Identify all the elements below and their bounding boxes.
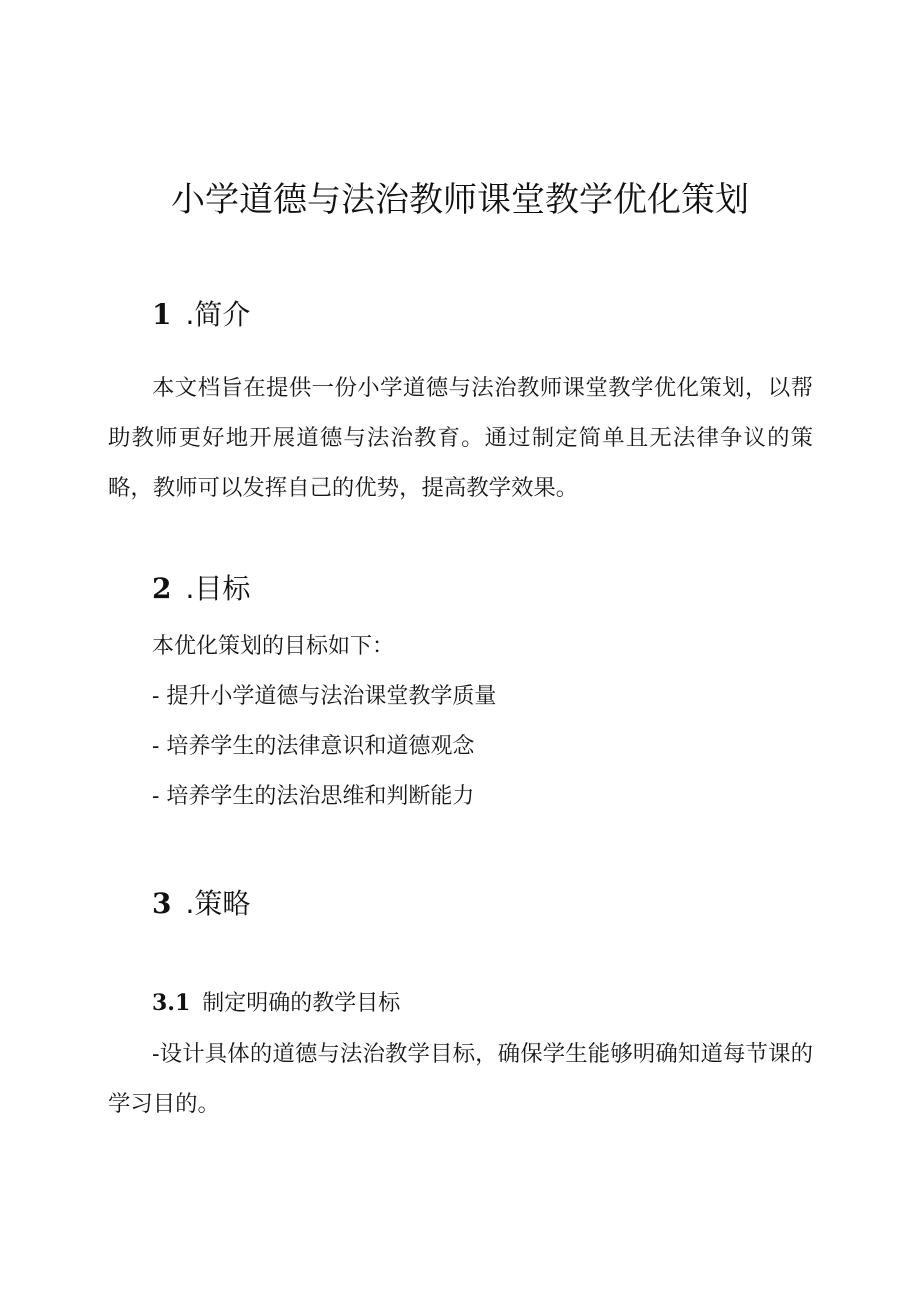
section-title: .简介 (185, 298, 251, 331)
list-item: - 培养学生的法治思维和判断能力 (152, 784, 475, 809)
section-number: 3 (152, 887, 172, 920)
intro-paragraph: 本文档旨在提供一份小学道德与法治教师课堂教学优化策划，以帮助教师更好地开展道德与法治教育。通过制定简单且无法律争议的策略，教师可以发挥自己的优势，提高教学效果。 (108, 375, 813, 501)
section-number: 1 (152, 298, 172, 331)
section-heading-strategy (152, 886, 250, 922)
subsection-number: 3.1 (152, 990, 191, 1016)
page-title: 小学道德与法治教师课堂教学优化策划 (171, 180, 749, 220)
section-heading-intro (152, 297, 250, 333)
subsection-heading (152, 988, 400, 1019)
list-item: - 提升小学道德与法治课堂教学质量 (152, 684, 497, 709)
goals-intro: 本优化策划的目标如下： (152, 634, 395, 659)
list-item: - 培养学生的法律意识和道德观念 (152, 734, 475, 759)
section-title: .目标 (185, 572, 251, 605)
section-number: 2 (152, 572, 172, 605)
subsection-paragraph: -设计具体的道德与法治教学目标，确保学生能够明确知道每节课的学习目的。 (108, 1041, 813, 1117)
section-heading-goals (152, 571, 250, 607)
section-title: .策略 (185, 887, 251, 920)
subsection-title: 制定明确的教学目标 (202, 991, 401, 1016)
